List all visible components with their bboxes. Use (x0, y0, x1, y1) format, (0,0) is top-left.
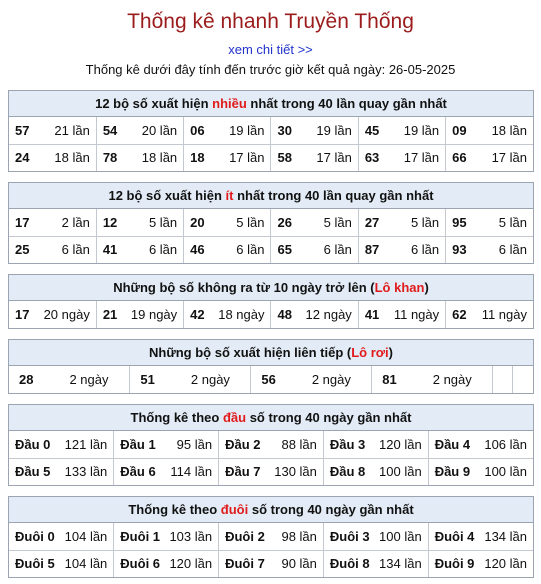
stat-cell (9, 236, 96, 263)
dau-stats-table (9, 431, 533, 485)
section-header: Những bộ số không ra từ 10 ngày trở lên (Lô khan) (9, 275, 533, 301)
stat-cell (271, 209, 358, 236)
stat-number: Đầu 2 (225, 436, 261, 452)
stat-count: 11 ngày (393, 307, 440, 322)
stat-number: 51 (140, 372, 155, 387)
stat-cell (219, 550, 324, 577)
stat-number: 42 (190, 307, 205, 322)
stat-count: 134 lần (379, 556, 422, 572)
stat-count: 133 lần (64, 464, 108, 480)
stat-count: 18 ngày (218, 307, 265, 322)
stat-count: 21 lần (54, 122, 90, 138)
stat-number: 66 (452, 150, 467, 166)
stat-cell (323, 431, 428, 458)
stat-number: 93 (452, 242, 467, 258)
stat-number: Đầu 0 (15, 436, 51, 452)
section-header: 12 bộ số xuất hiện ít nhất trong 40 lần quay gần nhất (9, 183, 533, 209)
stat-cell (271, 236, 358, 263)
page-subtitle: Thống kê dưới đây tính đến trước giờ kết quả ngày: 26-05-2025 (85, 62, 456, 77)
stat-cell (446, 236, 533, 263)
stat-number: Đuôi 0 (15, 528, 55, 544)
stat-cell (271, 117, 358, 144)
table-row (9, 144, 533, 171)
stat-count: 90 lần (281, 556, 317, 572)
stat-cell (184, 144, 271, 171)
most-frequent-section (8, 90, 534, 172)
stat-count: 6 lần (410, 242, 440, 258)
stat-count: 104 lần (64, 556, 108, 572)
stat-number: Đuôi 5 (15, 556, 55, 572)
stat-cell (96, 117, 183, 144)
stat-count: 17 lần (403, 150, 440, 166)
least-frequent-table (9, 209, 533, 263)
stat-number: 78 (102, 150, 118, 166)
stat-count: 6 lần (148, 242, 178, 258)
stat-cell (9, 117, 96, 144)
stat-count: 19 lần (403, 122, 440, 138)
dau-stats-section (8, 404, 534, 486)
empty-cell (493, 366, 513, 393)
stat-cell (9, 209, 96, 236)
stat-cell (96, 209, 183, 236)
stat-cell (323, 458, 428, 485)
stat-number: Đầu 7 (225, 464, 261, 480)
stat-number: Đầu 9 (434, 464, 471, 480)
stat-count: 100 lần (484, 464, 527, 480)
lo-roi-section (8, 339, 534, 394)
stat-count: 6 lần (61, 242, 90, 258)
stat-cell (251, 366, 372, 393)
stat-count: 20 lần (141, 122, 178, 138)
stat-cell (114, 550, 219, 577)
stat-cell (9, 523, 114, 550)
stat-count: 120 lần (169, 556, 213, 572)
stat-cell (323, 550, 428, 577)
stat-count: 98 lần (281, 528, 317, 544)
stat-cell (323, 523, 428, 550)
stat-count: 5 lần (410, 214, 440, 230)
stat-number: 41 (364, 307, 380, 322)
stat-count: 120 lần (379, 436, 422, 452)
stat-number: Đầu 6 (120, 464, 156, 480)
stat-cell (9, 550, 114, 577)
stat-count: 5 lần (148, 214, 178, 230)
stat-count: 114 lần (170, 464, 213, 480)
stat-number: Đầu 5 (15, 464, 51, 480)
stat-number: 17 (15, 307, 30, 322)
stat-number: 30 (277, 122, 292, 138)
stat-number: Đuôi 7 (225, 556, 265, 572)
stat-number: 17 (15, 214, 30, 230)
stat-number: 21 (102, 307, 118, 322)
stat-number: Đuôi 4 (434, 528, 475, 544)
stat-count: 18 lần (491, 122, 527, 138)
stat-count: 2 ngày (432, 372, 472, 387)
stat-count: 2 ngày (311, 372, 351, 387)
stat-count: 121 lần (64, 436, 108, 452)
stat-number: Đuôi 6 (120, 556, 161, 572)
stat-number: 57 (15, 122, 30, 138)
stat-number: 12 (102, 214, 118, 230)
stat-count: 19 ngày (130, 307, 178, 322)
stat-cell (184, 209, 271, 236)
stat-number: 24 (15, 150, 30, 166)
stat-number: 56 (261, 372, 276, 387)
section-header: Những bộ số xuất hiện liên tiếp (Lô rơi) (9, 340, 533, 366)
stat-cell (184, 301, 271, 328)
stat-cell (446, 144, 533, 171)
stat-count: 18 lần (141, 150, 178, 166)
stat-number: 81 (382, 372, 397, 387)
stat-cell (184, 236, 271, 263)
stat-count: 2 ngày (69, 372, 109, 387)
stat-cell (446, 209, 533, 236)
stat-cell (428, 458, 533, 485)
stat-cell (219, 458, 324, 485)
stat-count: 18 lần (54, 150, 90, 166)
stat-count: 120 lần (484, 556, 527, 572)
stat-number: Đầu 3 (329, 436, 366, 452)
stat-count: 12 ngày (305, 307, 352, 322)
stat-count: 6 lần (498, 242, 527, 258)
table-row (9, 366, 533, 393)
most-frequent-table (9, 117, 533, 171)
empty-cell (513, 366, 533, 393)
stat-number: 20 (190, 214, 205, 230)
stat-count: 5 lần (498, 214, 527, 230)
stat-count: 6 lần (236, 242, 265, 258)
page-title: Thống kê nhanh Truyền Thống (127, 10, 414, 33)
stat-number: Đuôi 2 (225, 528, 265, 544)
table-row (9, 301, 533, 328)
stat-cell (219, 431, 324, 458)
stat-cell (184, 117, 271, 144)
stat-count: 6 lần (323, 242, 352, 258)
stat-count: 19 lần (316, 122, 352, 138)
stat-count: 11 ngày (481, 307, 527, 322)
stat-cell (446, 117, 533, 144)
stat-cell (9, 144, 96, 171)
stat-number: Đuôi 3 (329, 528, 370, 544)
table-row (9, 523, 533, 550)
stat-count: 17 lần (229, 150, 265, 166)
stat-count: 2 lần (61, 214, 90, 230)
section-header: Thống kê theo đầu số trong 40 ngày gần nhất (9, 405, 533, 431)
stat-cell (271, 144, 358, 171)
stat-number: 18 (190, 150, 205, 166)
stat-cell (9, 301, 96, 328)
stat-number: 46 (190, 242, 205, 258)
stat-cell (428, 550, 533, 577)
stat-count: 104 lần (64, 528, 108, 544)
stat-cell (428, 431, 533, 458)
section-header: 12 bộ số xuất hiện nhiều nhất trong 40 lần quay gần nhất (9, 91, 533, 117)
stat-cell (358, 209, 445, 236)
stat-cell (271, 301, 358, 328)
stat-number: 45 (364, 122, 380, 138)
stat-number: Đuôi 9 (434, 556, 475, 572)
stat-count: 20 ngày (43, 307, 90, 322)
stat-number: 95 (452, 214, 467, 230)
stat-count: 106 lần (484, 436, 527, 452)
stat-number: 54 (102, 122, 118, 138)
view-details-link[interactable]: xem chi tiết >> (228, 42, 313, 57)
lo-roi-table (9, 366, 533, 393)
stat-cell (219, 523, 324, 550)
stat-number: Đầu 4 (434, 436, 471, 452)
table-row (9, 550, 533, 577)
stat-number: 09 (452, 122, 467, 138)
stat-cell (358, 117, 445, 144)
stat-number: Đuôi 8 (329, 556, 370, 572)
stat-number: 41 (102, 242, 118, 258)
table-row (9, 236, 533, 263)
stat-count: 2 ngày (190, 372, 230, 387)
stat-cell (96, 144, 183, 171)
stat-cell (96, 236, 183, 263)
stat-count: 5 lần (323, 214, 352, 230)
stat-cell (372, 366, 493, 393)
table-row (9, 117, 533, 144)
stat-number: 48 (277, 307, 292, 322)
table-row (9, 458, 533, 485)
stat-cell (114, 431, 219, 458)
stat-number: 28 (19, 372, 34, 387)
stat-cell (358, 301, 445, 328)
stat-cell (428, 523, 533, 550)
duoi-stats-table (9, 523, 533, 577)
stat-number: Đuôi 1 (120, 528, 161, 544)
stat-count: 100 lần (379, 464, 422, 480)
stat-count: 17 lần (316, 150, 352, 166)
stat-number: Đầu 8 (329, 464, 366, 480)
stat-cell (114, 458, 219, 485)
stat-count: 130 lần (274, 464, 317, 480)
stat-number: 65 (277, 242, 292, 258)
stat-cell (9, 431, 114, 458)
stat-cell (114, 523, 219, 550)
stat-number: 26 (277, 214, 292, 230)
lo-khan-table (9, 301, 533, 328)
stat-cell (446, 301, 533, 328)
stat-cell (358, 236, 445, 263)
stat-cell (358, 144, 445, 171)
stat-number: 87 (364, 242, 380, 258)
stat-cell (9, 458, 114, 485)
stat-number: 58 (277, 150, 292, 166)
stat-count: 17 lần (491, 150, 527, 166)
stat-number: 06 (190, 122, 205, 138)
stat-count: 88 lần (281, 436, 317, 452)
stat-count: 100 lần (379, 528, 422, 544)
stat-cell (9, 366, 130, 393)
stat-count: 5 lần (236, 214, 265, 230)
stat-count: 103 lần (169, 528, 213, 544)
stat-count: 19 lần (229, 122, 265, 138)
stat-count: 95 lần (176, 436, 213, 452)
lo-khan-section (8, 274, 534, 329)
table-row (9, 431, 533, 458)
least-frequent-section (8, 182, 534, 264)
table-row (9, 209, 533, 236)
stat-number: Đầu 1 (120, 436, 156, 452)
section-header: Thống kê theo đuôi số trong 40 ngày gần nhất (9, 497, 533, 523)
stat-cell (130, 366, 251, 393)
stat-count: 134 lần (484, 528, 527, 544)
stat-number: 63 (364, 150, 380, 166)
stat-number: 27 (364, 214, 380, 230)
duoi-stats-section (8, 496, 534, 578)
stat-number: 25 (15, 242, 30, 258)
stat-cell (96, 301, 183, 328)
stat-number: 62 (452, 307, 467, 322)
